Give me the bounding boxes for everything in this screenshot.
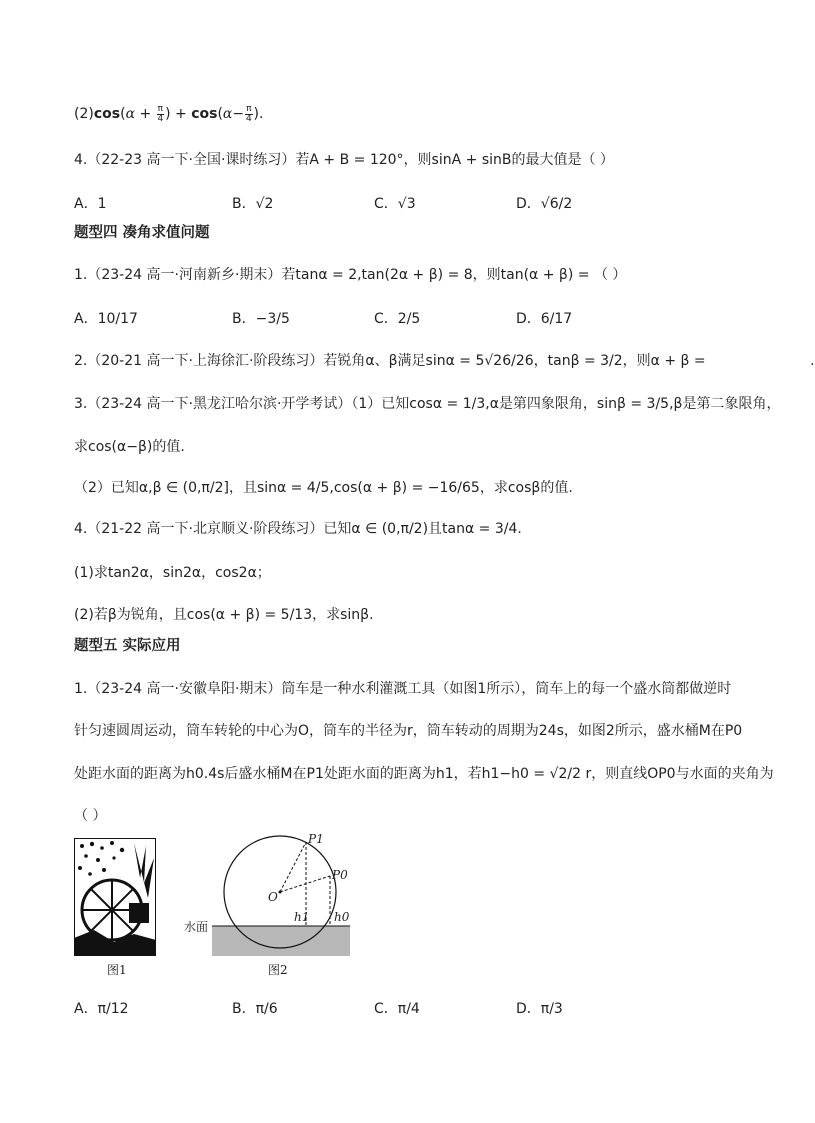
s4-question-3-line1: 3.（23-24 高一下·黑龙江哈尔滨·开学考试）（1）已知cosα = 1/3,α是第四象限角，sinβ = 3/5,β是第二象限角， xyxy=(74,396,781,412)
figure-2-caption: 图2 xyxy=(268,963,288,977)
s4-question-4-part2: (2)若β为锐角，且cos(α + β) = 5/13，求sinβ. xyxy=(74,607,374,623)
figure-2-diagram xyxy=(182,830,352,960)
circle-diagram xyxy=(182,830,352,960)
label-h0: h0 xyxy=(334,910,350,924)
option-c[interactable]: C．2/5 xyxy=(374,311,421,327)
s5-question-1-line2: 针匀速圆周运动，筒车转轮的中心为O，筒车的半径为r，筒车转动的周期为24s，如图2所示，盛水桶M在P0 xyxy=(74,723,743,739)
option-b[interactable]: B．−3/5 xyxy=(232,311,290,327)
label-h1: h1 xyxy=(294,910,310,924)
option-c[interactable]: C．√3 xyxy=(374,196,416,212)
expression-line: (2)cos(α + $\frac{\pi}{4}$ ) + cos(α− $\frac{\pi}{4}$ ). xyxy=(74,103,264,124)
option-a[interactable]: A．π/12 xyxy=(74,1001,129,1017)
figure-1-water-wheel xyxy=(74,838,156,958)
water-surface-label: 水面 xyxy=(184,920,209,934)
option-d[interactable]: D．√6/2 xyxy=(516,196,573,212)
s4-question-4-part1: (1)求tan2α，sin2α，cos2α； xyxy=(74,565,271,581)
label-o: O xyxy=(268,890,278,904)
s4-question-1-stem: 1.（23-24 高一·河南新乡·期末）若tanα = 2,tan(2α + β) = 8，则tan(α + β) = （ ） xyxy=(74,267,627,283)
label-p1: P1 xyxy=(308,832,324,846)
option-a[interactable]: A．10/17 xyxy=(74,311,138,327)
s5-question-1-line1: 1.（23-24 高一·安徽阜阳·期末）筒车是一种水利灌溉工具（如图1所示），筒车上的每一个盛水筒都做逆时 xyxy=(74,681,732,697)
option-b[interactable]: B．π/6 xyxy=(232,1001,278,1017)
s5-question-1-line3: 处距水面的距离为h0.4s后盛水桶M在P1处距水面的距离为h1，若h1−h0 = √2/2 r，则直线OP0与水面的夹角为 xyxy=(74,766,774,782)
option-a[interactable]: A．1 xyxy=(74,196,107,212)
water-wheel-illustration xyxy=(74,838,156,956)
section-heading-5: 题型五 实际应用 xyxy=(74,638,181,654)
figure-1-caption: 图1 xyxy=(107,963,127,977)
question-4-stem: 4.（22-23 高一下·全国·课时练习）若A + B = 120°，则sinA + sinB的最大值是（ ） xyxy=(74,152,614,168)
s5-question-1-line4: （ ） xyxy=(74,808,107,824)
option-d[interactable]: D．π/3 xyxy=(516,1001,563,1017)
option-c[interactable]: C．π/4 xyxy=(374,1001,420,1017)
s4-question-3-part2: （2）已知α,β ∈ (0,π/2]，且sinα = 4/5,cos(α + β) = −16/65，求cosβ的值. xyxy=(74,480,573,496)
label-p0: P0 xyxy=(332,868,348,882)
option-b[interactable]: B．√2 xyxy=(232,196,274,212)
option-d[interactable]: D．6/17 xyxy=(516,311,573,327)
s4-question-2: 2.（20-21 高一下·上海徐汇·阶段练习）若锐角α、β满足sinα = 5√26/26，tanβ = 3/2，则α + β = . xyxy=(74,353,815,369)
s4-question-3-line2: 求cos(α−β)的值. xyxy=(74,439,185,455)
s4-question-4: 4.（21-22 高一下·北京顺义·阶段练习）已知α ∈ (0,π/2)且tanα = 3/4. xyxy=(74,521,522,537)
section-heading-4: 题型四 凑角求值问题 xyxy=(74,225,210,241)
